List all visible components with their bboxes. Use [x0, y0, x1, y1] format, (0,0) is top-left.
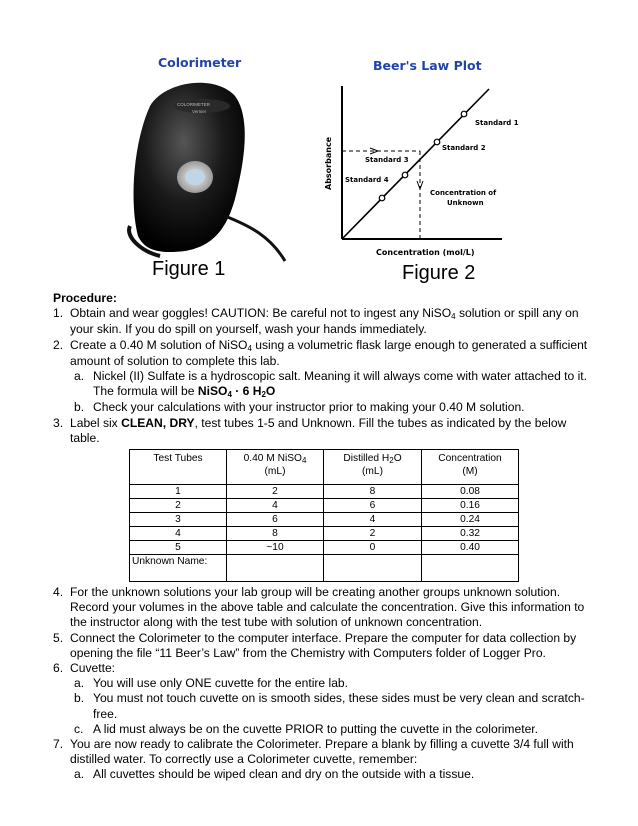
label-standard-4: Standard 4: [345, 176, 389, 184]
sub-step-letter: b.: [74, 691, 85, 706]
cell-tube: 5: [130, 541, 227, 555]
standard-1-point: [461, 111, 467, 117]
step-6b: [53, 691, 593, 721]
cell-water: 0: [324, 541, 422, 555]
label-unknown-2: Unknown: [447, 199, 484, 207]
table-header-row: [130, 450, 519, 485]
header-text: 0.40 M NiSO: [243, 453, 302, 465]
standard-4-point: [379, 195, 385, 201]
colorimeter-photo: [120, 76, 290, 266]
label-standard-3: Standard 3: [365, 156, 409, 164]
step-6c: [53, 722, 593, 737]
table-row: [130, 499, 519, 513]
procedure-heading: Procedure:: [53, 291, 117, 305]
cell-unknown-name: Unknown Name:: [130, 555, 227, 582]
header-concentration: [422, 450, 519, 485]
sub-step-letter: b.: [74, 400, 85, 415]
cell-niso4: 4: [227, 499, 324, 513]
cell-tube: 1: [130, 485, 227, 499]
emphasis: CLEAN, DRY: [121, 415, 195, 430]
cell-niso4: ~10: [227, 541, 324, 555]
standard-2-point: [434, 139, 440, 145]
subscript: 4: [451, 312, 456, 322]
header-unit: (mL): [362, 466, 383, 478]
sub-step-text: Check your calculations with your instructor prior to making your 0.40 M solution.: [93, 400, 525, 415]
calibration-line: [342, 89, 489, 239]
step-3: [53, 416, 593, 446]
sub-step-letter: c.: [74, 721, 84, 736]
step-number: 2.: [53, 337, 64, 352]
cell-concentration: 0.08: [422, 485, 519, 499]
cell-empty: [324, 555, 422, 582]
figure1-title: Colorimeter: [158, 55, 242, 70]
step-2: [53, 338, 593, 369]
step-text: You are now ready to calibrate the Colorimeter. Prepare a blank by filling a cuvette 3/4 full with distilled water. To correctly use a Colorimeter cuvette, remember:: [70, 737, 574, 767]
step-text: Label six: [70, 415, 122, 430]
step-text: Connect the Colorimeter to the computer interface. Prepare the computer for data collection by opening the file “11 Beer’s Law” from the Chemistry with Computers folder of Logger Pro.: [70, 630, 577, 660]
step-6a: [53, 676, 593, 691]
cell-tube: 2: [130, 499, 227, 513]
step-text: Cuvette:: [70, 661, 116, 676]
step-text: using a volumetric flask large enough to generated a sufficient amount of solution to complete this lab.: [70, 337, 588, 368]
step-number: 7.: [53, 737, 64, 752]
sub-step-text: You will use only ONE cuvette for the entire lab.: [93, 676, 349, 691]
figure2-caption: Figure 2: [402, 262, 476, 284]
step-1: [53, 306, 593, 337]
subscript: 4: [247, 343, 252, 353]
step-7: [53, 737, 593, 767]
beers-law-plot: [312, 76, 522, 261]
table-row: [130, 527, 519, 541]
formula: [198, 384, 275, 398]
step-text: solution or spill any on your skin. If you do spill on yourself, wash your hands immediately.: [70, 306, 579, 337]
step-number: 1.: [53, 306, 64, 321]
figure1-caption: Figure 1: [152, 258, 226, 280]
cell-empty: [227, 555, 324, 582]
cell-concentration: 0.32: [422, 527, 519, 541]
sub-step-letter: a.: [74, 676, 85, 691]
table-row: [130, 485, 519, 499]
header-unit: (M): [462, 466, 478, 478]
header-text: Distilled H: [343, 453, 390, 465]
cell-niso4: 6: [227, 513, 324, 527]
cell-niso4: 8: [227, 527, 324, 541]
header-water: [324, 450, 422, 485]
cell-concentration: 0.40: [422, 541, 519, 555]
formula-part: · 6 H: [231, 384, 262, 399]
device-brand: Vernier: [192, 109, 207, 114]
step-6: [53, 661, 593, 676]
sub-step-text: You must not touch cuvette on is smooth sides, these sides must be very clean and scratch-free.: [93, 691, 585, 721]
subscript: 2: [389, 456, 394, 466]
cell-water: 2: [324, 527, 422, 541]
sub-step-letter: a.: [74, 369, 85, 384]
step-text: Create a 0.40 M solution of NiSO: [70, 337, 248, 352]
table-row: [130, 513, 519, 527]
x-axis-label: Concentration (mol/L): [376, 248, 475, 257]
table-row: [130, 541, 519, 555]
formula-part: O: [265, 384, 276, 399]
label-standard-2: Standard 2: [442, 144, 486, 152]
cell-concentration: 0.24: [422, 513, 519, 527]
subscript: 4: [301, 456, 307, 466]
sub-step-text: A lid must always be on the cuvette PRIOR to putting the cuvette in the colorimeter.: [93, 721, 539, 736]
procedure-section: [53, 291, 593, 783]
label-unknown-1: Concentration of: [430, 189, 497, 197]
header-text: O: [393, 453, 402, 465]
step-number: 5.: [53, 630, 64, 645]
step-number: 6.: [53, 661, 64, 676]
sub-step-letter: a.: [74, 767, 85, 782]
step-text: , test tubes 1-5 and Unknown. Fill the tubes as indicated by the below table.: [70, 415, 567, 445]
formula-part: NiSO: [197, 384, 228, 399]
standard-3-point: [402, 172, 408, 178]
y-axis-label: Absorbance: [324, 136, 333, 190]
header-text: Concentration: [438, 453, 502, 465]
step-4: [53, 585, 593, 631]
cell-water: 6: [324, 499, 422, 513]
cell-niso4: 2: [227, 485, 324, 499]
step-number: 3.: [53, 415, 64, 430]
step-5: [53, 631, 593, 661]
table-row-unknown: [130, 555, 519, 582]
figure2-title: Beer's Law Plot: [373, 58, 482, 73]
label-standard-1: Standard 1: [475, 119, 519, 127]
cell-tube: 3: [130, 513, 227, 527]
dilution-table: [129, 449, 519, 582]
cell-empty: [422, 555, 519, 582]
header-niso4: [227, 450, 324, 485]
step-2a: [53, 369, 593, 400]
step-2b: [53, 400, 593, 415]
cell-water: 8: [324, 485, 422, 499]
step-number: 4.: [53, 585, 64, 600]
sub-step-text: All cuvettes should be wiped clean and dry on the outside with a tissue.: [93, 767, 475, 782]
device-label: COLORIMETER: [177, 102, 211, 107]
step-text: For the unknown solutions your lab group will be creating another groups unknown solution. Record your volumes in the above table and calculate the concentration. Give this information to the instructor along with the test tube with solution of unknown concentration.: [70, 585, 585, 630]
subscript: 4: [227, 390, 232, 400]
cell-water: 4: [324, 513, 422, 527]
cell-concentration: 0.16: [422, 499, 519, 513]
subscript: 2: [261, 390, 266, 400]
header-unit: (mL): [264, 466, 286, 478]
step-7a: [53, 767, 593, 782]
step-text: Obtain and wear goggles! CAUTION: Be careful not to ingest any NiSO: [70, 306, 452, 321]
cell-tube: 4: [130, 527, 227, 541]
sub-step-text: Nickel (II) Sulfate is a hydroscopic salt. Meaning it will always come with water attached to it. The formula will be: [93, 369, 588, 399]
header-test-tubes: Test Tubes: [130, 450, 227, 485]
